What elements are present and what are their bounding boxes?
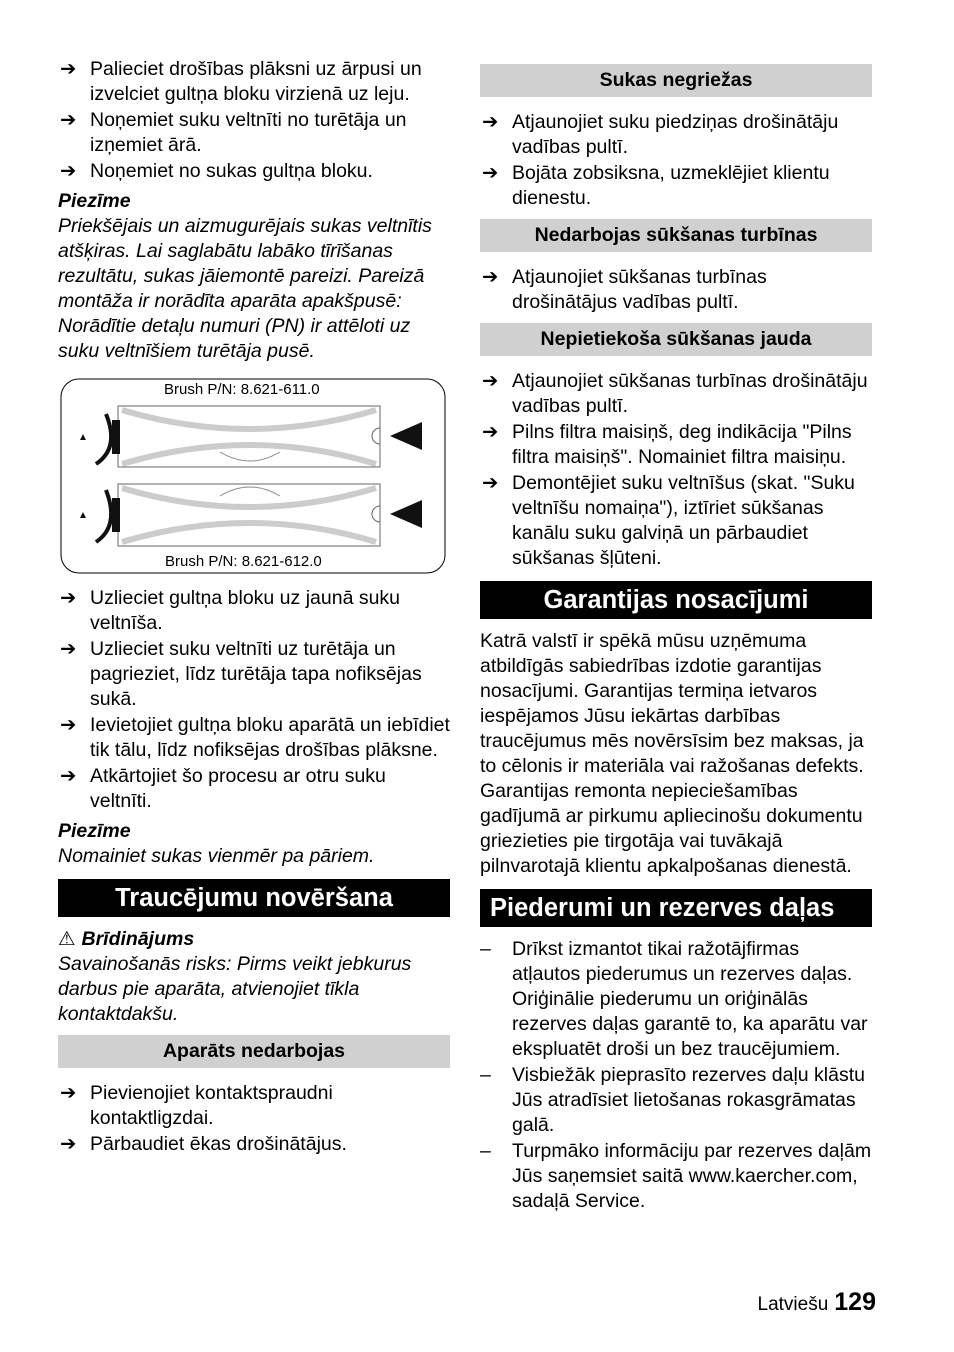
list-item: ➔ Palieciet drošības plāksni uz ārpusi un izvelciet gultņa bloku virzienā uz leju.: [60, 58, 422, 105]
brush-figure: [60, 378, 446, 574]
page-footer: [758, 1290, 877, 1317]
arrow-right-icon: ➔: [482, 266, 499, 288]
arrow-right-icon: ➔: [60, 714, 77, 736]
list-item: ➔ Pilns filtra maisiņš, deg indikācija "Pilns filtra maisiņš". Nomainiet filtra maisiņu.: [482, 421, 852, 468]
list-item: ➔ Ievietojiet gultņa bloku aparātā un iebīdiet tik tālu, līdz nofiksējas drošības plāksne.: [60, 714, 450, 761]
arrow-right-icon: ➔: [60, 638, 77, 660]
list-item: ➔ Uzlieciet gultņa bloku uz jaunā suku veltnīša.: [60, 587, 401, 634]
step-list: [480, 369, 872, 571]
arrow-right-icon: ➔: [482, 421, 499, 443]
arrow-right-icon: ➔: [60, 109, 77, 131]
footer-language: Latviešu: [757, 1294, 829, 1315]
arrow-right-icon: ➔: [60, 1082, 77, 1104]
subsection-title: Nedarbojas sūkšanas turbīnas: [480, 219, 872, 252]
subsection-title: Nepietiekoša sūkšanas jauda: [480, 323, 872, 356]
figure-label-bottom: Brush P/N: 8.621-612.0: [165, 553, 322, 570]
list-item: ➔ Atjaunojiet sūkšanas turbīnas drošinātāju vadības pultī.: [482, 370, 868, 417]
brush-bottom: [80, 484, 422, 546]
left-column: [58, 57, 450, 1158]
page-number: 129: [834, 1288, 876, 1316]
step-list: [480, 110, 872, 211]
section-title-troubleshooting: Traucējumu novēršana: [58, 879, 450, 917]
subsection-title: Sukas negriežas: [480, 64, 872, 97]
arrow-right-icon: ➔: [60, 160, 77, 182]
section-title-warranty: Garantijas nosacījumi: [480, 581, 872, 619]
section-title-accessories: Piederumi un rezerves daļas: [480, 889, 872, 927]
list-item: ➔ Atjaunojiet suku piedziņas drošinātāju vadības pultī.: [482, 111, 839, 158]
arrow-right-icon: ➔: [60, 587, 77, 609]
dash-bullet-icon: –: [480, 1064, 491, 1086]
arrow-right-icon: ➔: [482, 472, 499, 494]
note-heading: Piezīme: [58, 190, 131, 212]
list-item: ➔ Uzlieciet suku veltnīti uz turētāja un pagrieziet, līdz turētāja tapa nofiksējas sukā.: [60, 638, 422, 710]
dash-bullet-icon: –: [480, 1140, 491, 1162]
dash-bullet-icon: –: [480, 938, 491, 960]
note-heading: Piezīme: [58, 820, 131, 842]
warranty-text: Katrā valstī ir spēkā mūsu uzņēmuma atbildīgās sabiedrības izdotie garantijas nosacījumi. Garantijas termiņa ietvaros iespējamos Jūsu iekārtas darbības traucējumus mēs novērsīsim bez maksas, ja to cēlonis ir materiāla vai ražošanas defekts. Garantijas remonta nepieciešamības gadījumā ar pirkumu apliecinošu dokumentu griezieties pie tirgotāja vai tuvākajā pilnvarotajā klientu apkalpošanas dienestā.: [480, 630, 864, 877]
brush-diagram: [60, 378, 446, 574]
step-list: [58, 586, 450, 814]
list-item: ➔ Demontējiet suku veltnīšus (skat. "Suku veltnīšu nomaiņa"), iztīriet sūkšanas kanālu suku galviņā un pārbaudiet sūkšanas šļūteni.: [482, 472, 855, 569]
list-item: – Drīkst izmantot tikai ražotājfirmas atļautos piederumus un rezerves daļas. Oriģinālie piederumu un oriģinālās rezerves daļas garantē to, ka aparātu var ekspluatēt droši un bez traucējumiem.: [480, 938, 868, 1060]
arrow-right-icon: ➔: [482, 162, 499, 184]
arrow-right-icon: ➔: [60, 765, 77, 787]
list-item: ➔ Atkārtojiet šo procesu ar otru suku veltnīti.: [60, 765, 386, 812]
list-item: ➔ Pārbaudiet ēkas drošinātājus.: [60, 1133, 347, 1155]
arrow-right-icon: ➔: [482, 111, 499, 133]
list-item: ➔ Noņemiet no sukas gultņa bloku.: [60, 160, 373, 182]
arrow-right-icon: ➔: [482, 370, 499, 392]
brush-top: [80, 406, 422, 467]
right-column: [480, 57, 872, 1215]
list-item: ➔ Atjaunojiet sūkšanas turbīnas drošinātājus vadības pultī.: [482, 266, 767, 313]
note-text: Nomainiet sukas vienmēr pa pāriem.: [58, 845, 375, 867]
step-list: [480, 265, 872, 315]
warning-text: Savainošanās risks: Pirms veikt jebkurus darbus pie aparāta, atvienojiet tīkla kontaktdakšu.: [58, 953, 412, 1025]
list-item: ➔ Noņemiet suku veltnīti no turētāja un izņemiet ārā.: [60, 109, 407, 156]
warning-triangle-icon: ⚠: [58, 928, 76, 950]
arrow-right-icon: ➔: [60, 1133, 77, 1155]
subsection-title: Aparāts nedarbojas: [58, 1035, 450, 1068]
figure-label-top: Brush P/N: 8.621-611.0: [164, 381, 320, 398]
warning-heading: ⚠ Brīdinājums: [58, 928, 195, 950]
list-item: ➔ Pievienojiet kontaktspraudni kontaktligzdai.: [60, 1082, 333, 1129]
dash-list: [480, 937, 872, 1214]
step-list: [58, 1081, 450, 1157]
list-item: – Visbiežāk pieprasīto rezerves daļu klāstu Jūs atradīsiet lietošanas rokasgrāmatas galā.: [480, 1064, 865, 1136]
note-text: Priekšējais un aizmugurējais sukas veltnītis atšķiras. Lai saglabātu labāko tīrīšanas rezultātu, sukas jāiemontē pareizi. Pareizā montāža ir norādīta aparāta apakšpusē: Norādītie detaļu numuri (PN) ir attēloti uz suku veltnīšiem turētāja pusē.: [58, 215, 432, 362]
list-item: – Turpmāko informāciju par rezerves daļām Jūs saņemsiet saitā www.kaercher.com, sadaļā Service.: [480, 1140, 872, 1212]
list-item: ➔ Bojāta zobsiksna, uzmeklējiet klientu dienestu.: [482, 162, 830, 209]
step-list: [58, 57, 450, 184]
arrow-right-icon: ➔: [60, 58, 77, 80]
